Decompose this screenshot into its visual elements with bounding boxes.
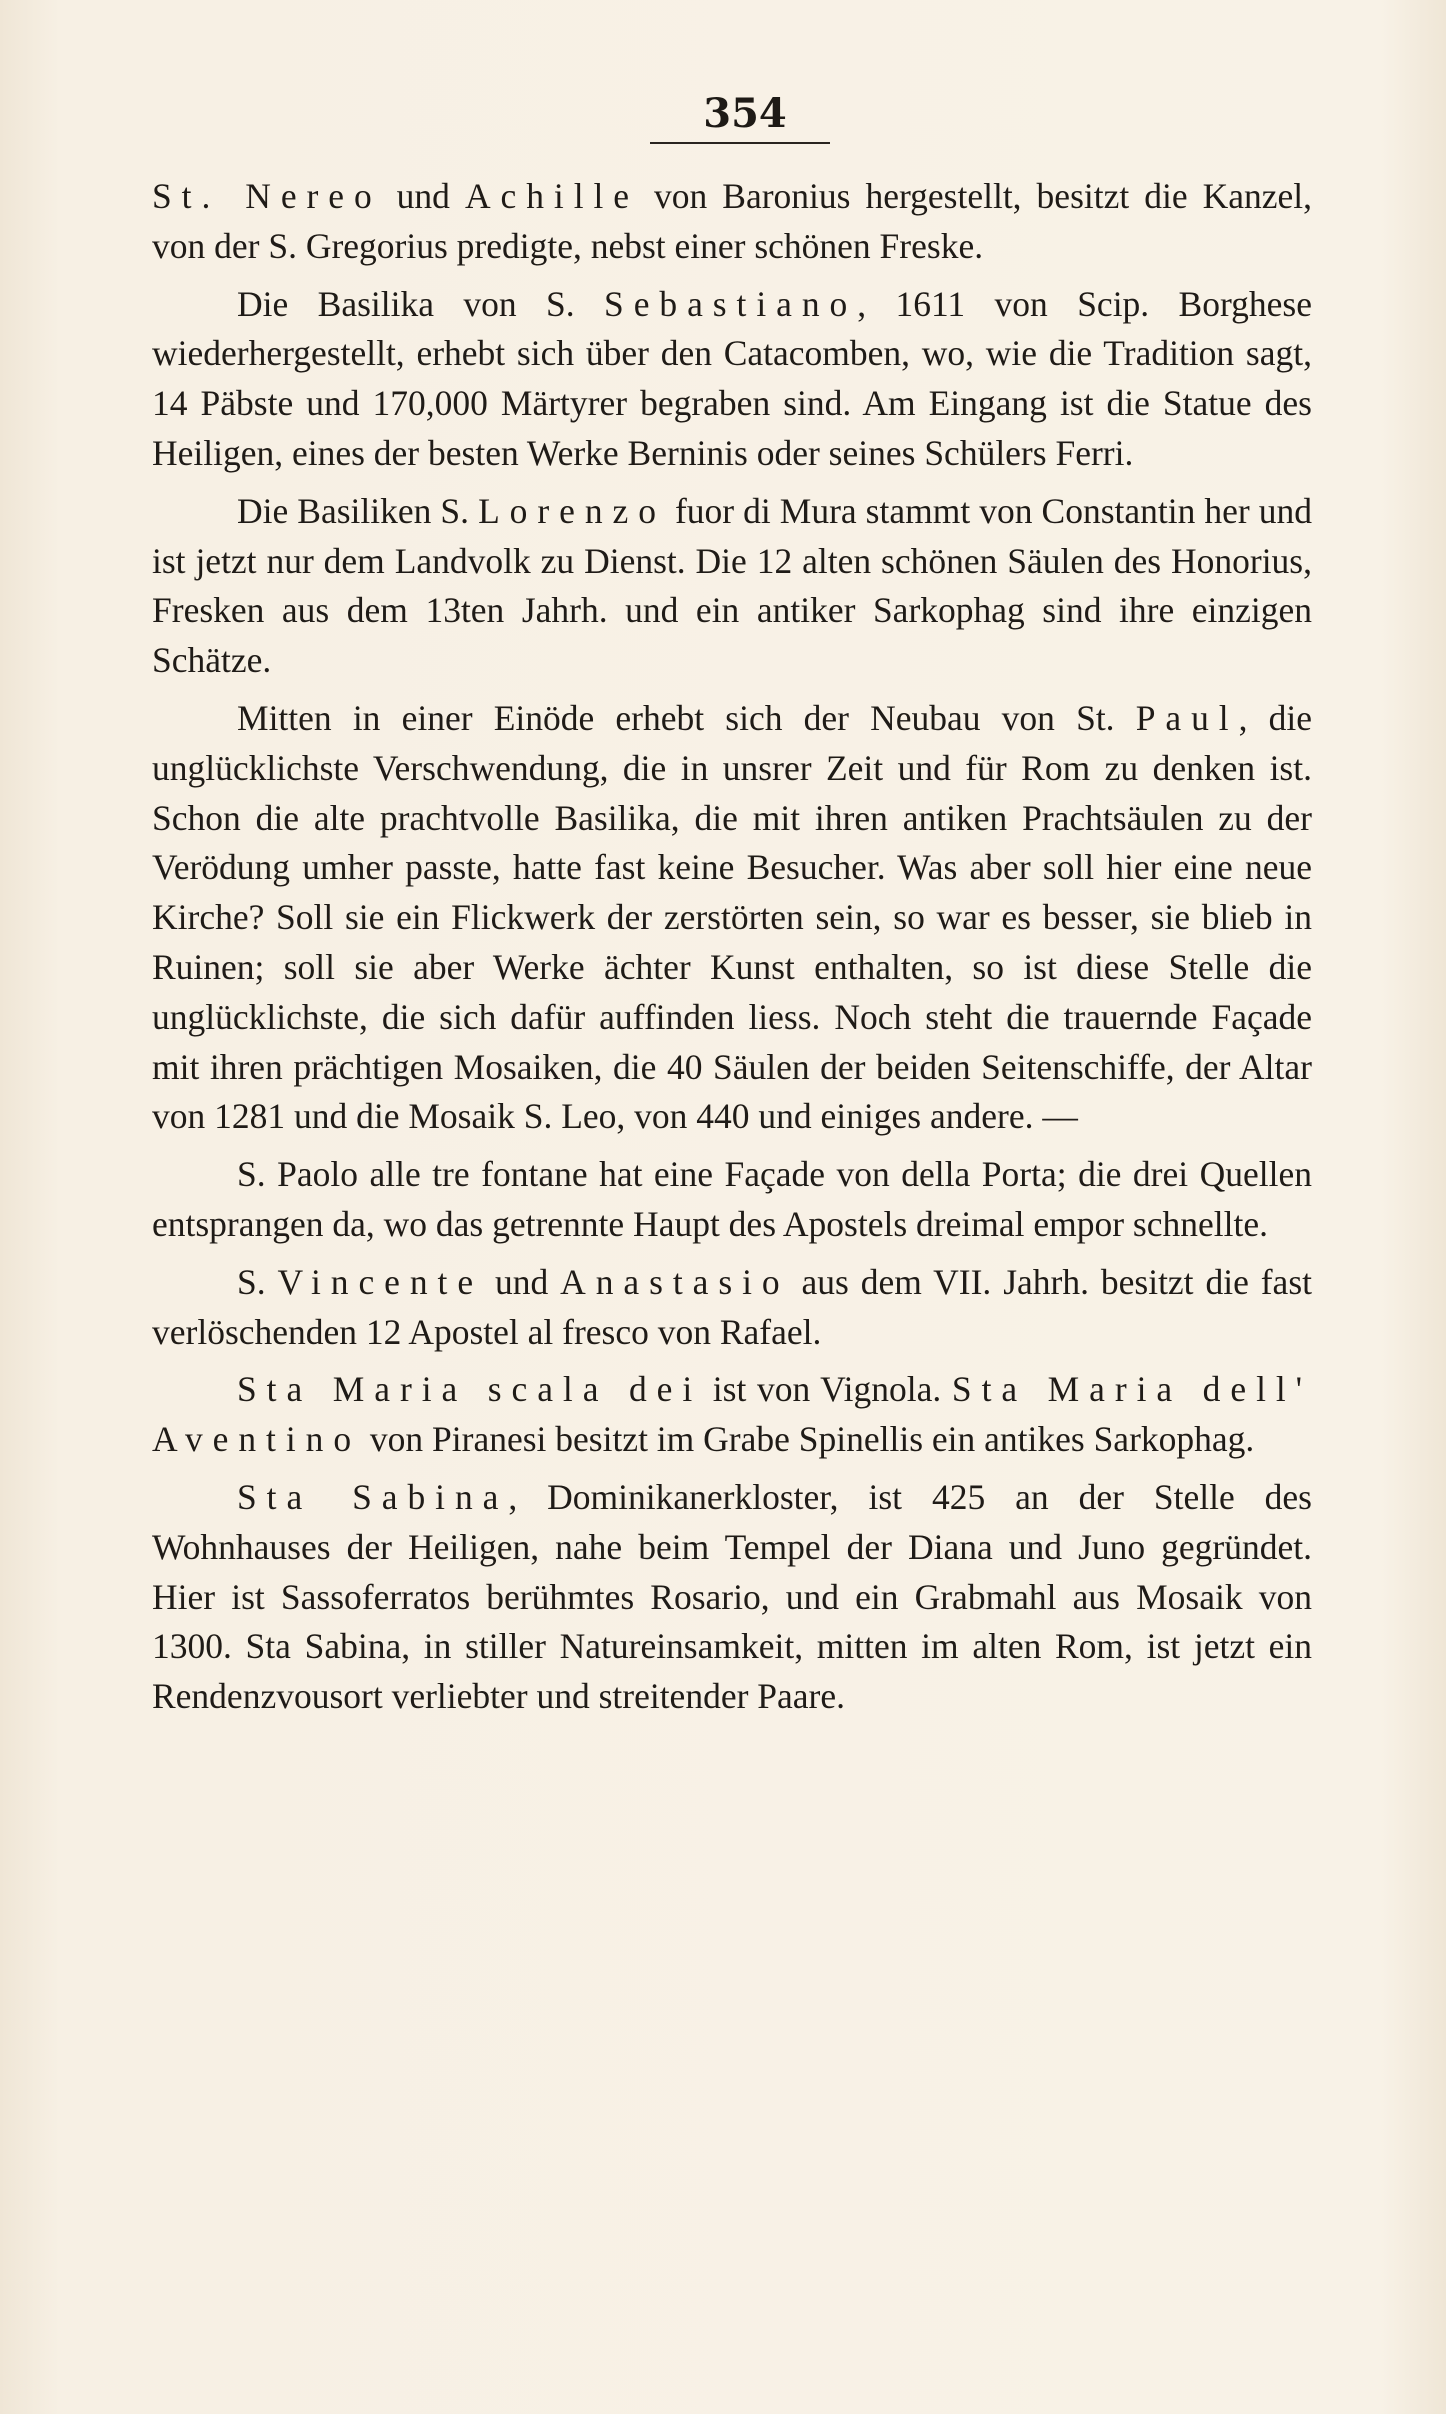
spaced-name: Sta Maria dell' Aventino	[152, 1369, 1313, 1460]
text-run: und	[483, 1261, 561, 1302]
text-run: von Piranesi besitzt im Grabe Spinellis ein antikes Sarkophag.	[361, 1419, 1255, 1460]
text-run: Die Basilika von S.	[237, 283, 605, 324]
text-run: Die Basiliken S.	[237, 490, 479, 531]
spaced-name: Sta Maria scala dei	[237, 1369, 703, 1410]
text-run: S. Paolo alle tre fontane hat eine Façade von della Porta; die drei Quellen entsprangen da, wo das getrennte Haupt des Apostels dreimal empor schnellte.	[152, 1154, 1312, 1244]
spaced-name: Vincente	[277, 1261, 484, 1302]
spaced-name: Lorenzo	[478, 490, 666, 531]
paragraph	[152, 1473, 1312, 1722]
text-run: von Baronius hergestellt, besitzt die Kanzel, von der S. Gregorius predigte, nebst einer schönen Freske.	[152, 176, 1312, 266]
spaced-name: St. Nereo	[152, 176, 382, 216]
text-run: , Dominikanerkloster, ist 425 an der Stelle des Wohnhauses der Heiligen, nahe beim Tempel der Diana und Juno gegründet. Hier ist Sassoferratos berühmtes Rosario, und ein Grabmahl aus Mosaik von 1300. Sta Sabina, in stiller Natureinsamkeit, mitten im alten Rom, ist jetzt ein Rendenzvousort verliebter und streitender Paare.	[152, 1476, 1312, 1717]
paragraph	[152, 1150, 1312, 1250]
spaced-name: Achille	[464, 176, 640, 216]
text-run: aus dem VII. Jahrh. besitzt die fast verlöschenden 12 Apostel al fresco von Rafael.	[152, 1261, 1312, 1352]
paragraph	[152, 1258, 1312, 1358]
paragraph	[152, 172, 1312, 272]
header-rule	[650, 142, 830, 144]
paragraph	[152, 487, 1312, 686]
text-run: und	[381, 176, 465, 216]
paragraph	[152, 1365, 1312, 1465]
page-number: 354	[703, 90, 787, 137]
paragraph	[152, 280, 1312, 479]
text-run: ist von Vignola.	[702, 1369, 952, 1410]
text-run: fuor di Mura stammt von Constantin her und ist jetzt nur dem Landvolk zu Dienst. Die 12 alten schönen Säulen des Honorius, Fresken aus dem 13ten Jahrh. und ein antiker Sarkophag sind ihre einzigen Schätze.	[152, 490, 1312, 681]
spaced-name: Sebastiano	[604, 283, 858, 324]
text-run: , die unglücklichste Verschwendung, die in unsrer Zeit und für Rom zu denken ist. Schon die alte prachtvolle Basilika, die mit ihren antiken Prachtsäulen zu der Verödung umher passte, hatte fast keine Besucher. Was aber soll hier eine neue Kirche? Soll sie ein Flickwerk der zerstörten sein, so war es besser, sie blieb in Ruinen; soll sie aber Werke ächter Kunst enthalten, so ist diese Stelle die unglücklichste, die sich dafür auffinden liess. Noch steht die trauernde Façade mit ihren prächtigen Mosaiken, die 40 Säulen der beiden Seitenschiffe, der Altar von 1281 und die Mosaik S. Leo, von 440 und einiges andere. —	[152, 697, 1312, 1137]
spaced-name: Paul	[1135, 697, 1239, 738]
text-run: S.	[237, 1261, 278, 1302]
text-run: Mitten in einer Einöde erhebt sich der Neubau von St.	[237, 697, 1136, 738]
body-text	[152, 172, 1312, 1730]
spaced-name: Anastasio	[560, 1261, 790, 1302]
spaced-name: Sta Sabina	[237, 1476, 509, 1517]
paragraph	[152, 694, 1312, 1142]
text-run: , 1611 von Scip. Borghese wiederhergestellt, erhebt sich über den Catacomben, wo, wie die Tradition sagt, 14 Päbste und 170,000 Märtyrer begraben sind. Am Eingang ist die Statue des Heiligen, eines der besten Werke Berninis oder seines Schülers Ferri.	[152, 283, 1312, 473]
